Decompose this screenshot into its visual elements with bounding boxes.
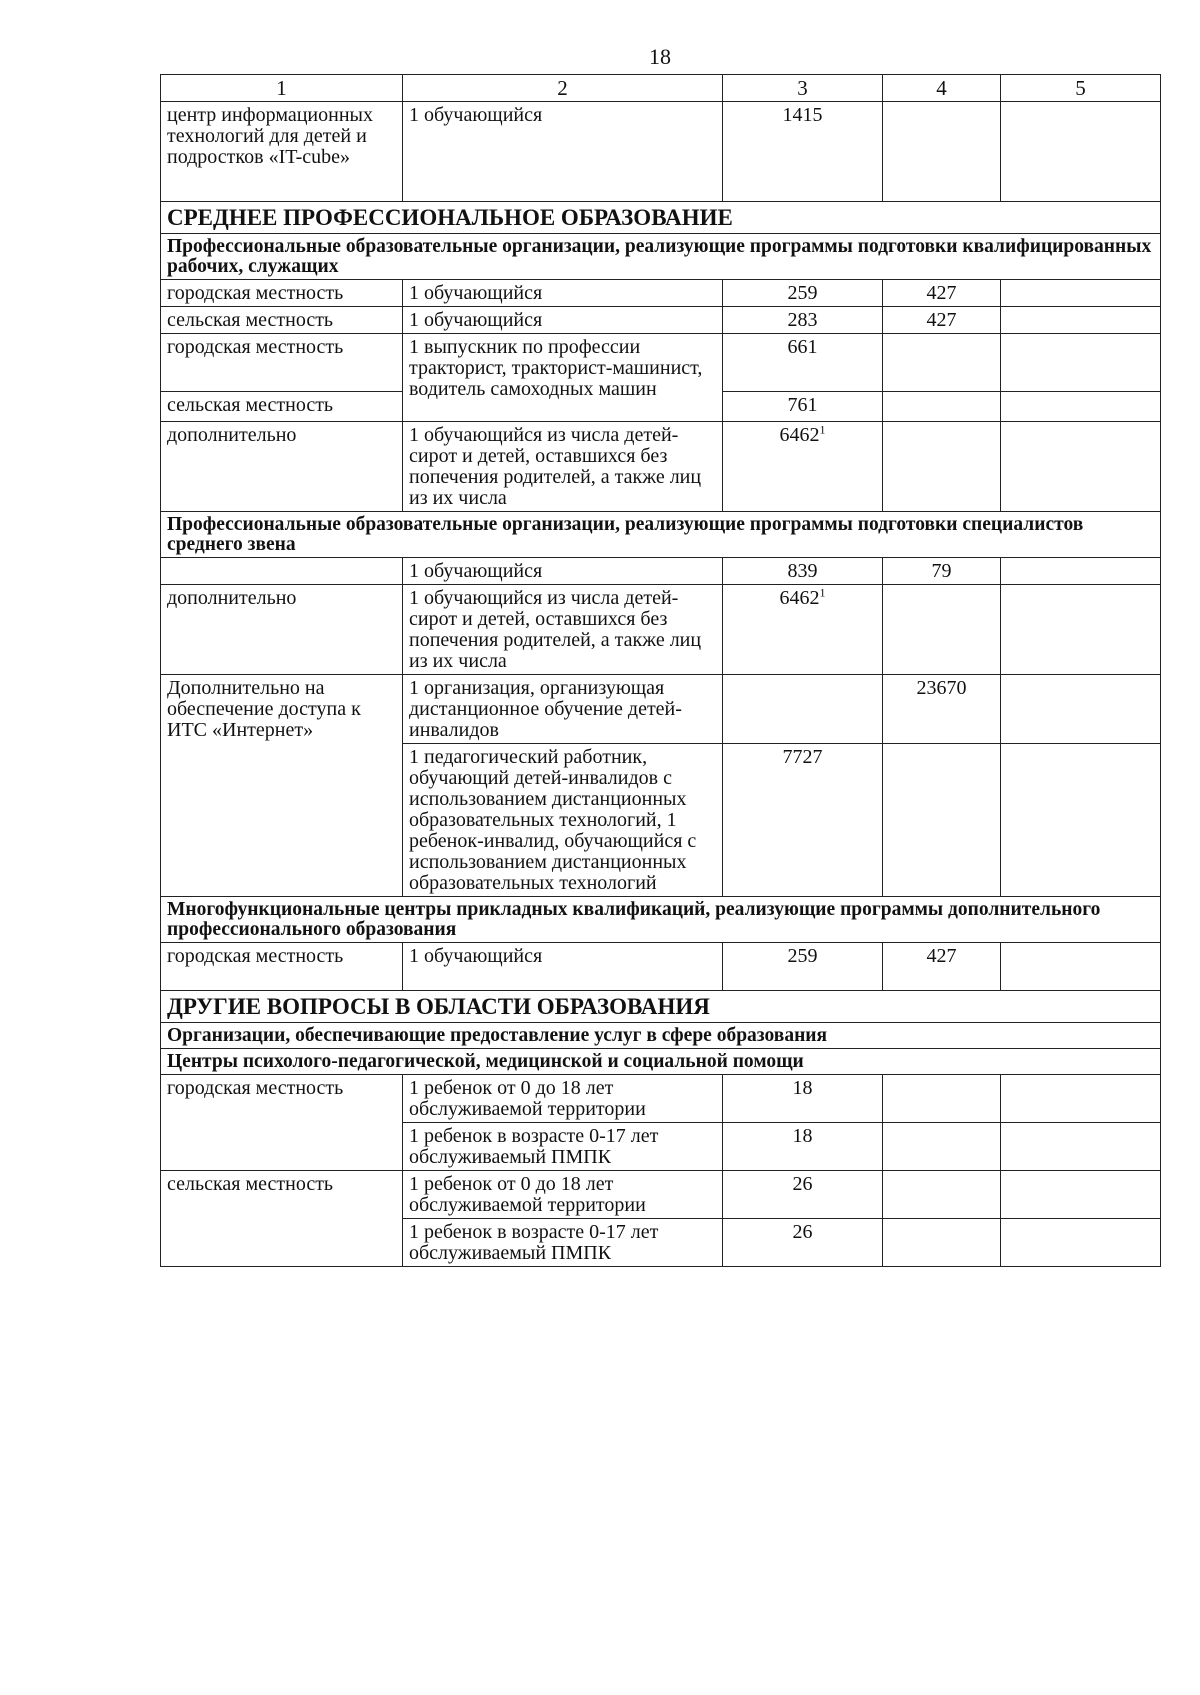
section-heading: ДРУГИЕ ВОПРОСЫ В ОБЛАСТИ ОБРАЗОВАНИЯ [161, 991, 1161, 1023]
empty-cell [1001, 943, 1161, 991]
unit-cell: 1 обучающийся [403, 307, 723, 334]
empty-cell [1001, 1219, 1161, 1267]
column-number-row [161, 75, 1161, 102]
value-cell: 18 [723, 1123, 883, 1171]
table-row [161, 307, 1161, 334]
unit-cell: 1 обучающийся [403, 280, 723, 307]
empty-cell [883, 1219, 1001, 1267]
page-number: 18 [649, 44, 671, 69]
empty-cell [883, 744, 1001, 897]
value-cell: 839 [723, 558, 883, 585]
section-row [161, 991, 1161, 1023]
empty-cell [1001, 280, 1161, 307]
value-text: 6462 [779, 587, 820, 609]
table-row [161, 675, 1161, 744]
row-label: сельская местность [161, 307, 403, 334]
value-cell: 761 [723, 392, 883, 422]
subsection-heading: Профессиональные образовательные организации, реализующие программы подготовки квалифицированных рабочих, служащих [161, 234, 1161, 280]
value-cell: 661 [723, 334, 883, 392]
subsection-heading: Профессиональные образовательные организации, реализующие программы подготовки специалистов среднего звена [161, 512, 1161, 558]
unit-cell: 1 обучающийся [403, 102, 723, 202]
subsection-row [161, 897, 1161, 943]
row-label: городская местность [161, 943, 403, 991]
empty-cell [1001, 1171, 1161, 1219]
row-label: городская местность [161, 1075, 403, 1171]
empty-cell [883, 334, 1001, 392]
empty-cell [161, 558, 403, 585]
value-cell: 427 [883, 280, 1001, 307]
footnote-mark: 1 [819, 422, 826, 437]
empty-cell [883, 422, 1001, 512]
empty-cell [1001, 558, 1161, 585]
value-cell: 26 [723, 1219, 883, 1267]
unit-cell: 1 ребенок от 0 до 18 лет обслуживаемой территории [403, 1171, 723, 1219]
value-cell [723, 585, 883, 675]
subsection-row [161, 1049, 1161, 1075]
table-row [161, 334, 1161, 392]
unit-cell: 1 обучающийся из числа детей-сирот и детей, оставшихся без попечения родителей, а также лиц из их числа [403, 585, 723, 675]
subsection-row [161, 1023, 1161, 1049]
value-cell: 259 [723, 280, 883, 307]
value-cell: 23670 [883, 675, 1001, 744]
table-row [161, 943, 1161, 991]
value-cell: 259 [723, 943, 883, 991]
empty-cell [883, 1171, 1001, 1219]
empty-cell [1001, 392, 1161, 422]
table-row [161, 558, 1161, 585]
row-label: Дополнительно на обеспечение доступа к ИТС «Интернет» [161, 675, 403, 897]
table-row [161, 280, 1161, 307]
unit-cell: 1 обучающийся [403, 558, 723, 585]
empty-cell [883, 102, 1001, 202]
value-cell: 26 [723, 1171, 883, 1219]
value-text: 6462 [779, 424, 820, 446]
table-row [161, 1171, 1161, 1219]
empty-cell [883, 392, 1001, 422]
empty-cell [1001, 585, 1161, 675]
normative-cost-table [160, 74, 1161, 1267]
empty-cell [1001, 102, 1161, 202]
section-heading: СРЕДНЕЕ ПРОФЕССИОНАЛЬНОЕ ОБРАЗОВАНИЕ [161, 202, 1161, 234]
column-number: 4 [883, 75, 1001, 102]
value-cell: 7727 [723, 744, 883, 897]
row-label: сельская местность [161, 1171, 403, 1267]
empty-cell [1001, 307, 1161, 334]
unit-cell: 1 организация, организующая дистанционное обучение детей-инвалидов [403, 675, 723, 744]
empty-cell [883, 1075, 1001, 1123]
unit-cell: 1 ребенок от 0 до 18 лет обслуживаемой территории [403, 1075, 723, 1123]
subsection-heading: Многофункциональные центры прикладных квалификаций, реализующие программы дополнительного профессионального образования [161, 897, 1161, 943]
empty-cell [1001, 422, 1161, 512]
row-label: городская местность [161, 334, 403, 392]
subsection-heading: Центры психолого-педагогической, медицинской и социальной помощи [161, 1049, 1161, 1075]
value-cell: 427 [883, 943, 1001, 991]
column-number: 2 [403, 75, 723, 102]
unit-cell: 1 обучающийся [403, 943, 723, 991]
footnote-mark: 1 [819, 585, 826, 600]
value-cell: 283 [723, 307, 883, 334]
empty-cell [1001, 744, 1161, 897]
column-number: 1 [161, 75, 403, 102]
value-cell: 79 [883, 558, 1001, 585]
value-cell: 1415 [723, 102, 883, 202]
section-row [161, 202, 1161, 234]
column-number: 3 [723, 75, 883, 102]
empty-cell [1001, 1123, 1161, 1171]
value-cell [723, 422, 883, 512]
empty-cell [883, 1123, 1001, 1171]
row-label: городская местность [161, 280, 403, 307]
unit-cell: 1 выпускник по профессии тракторист, тракторист-машинист, водитель самоходных машин [403, 334, 723, 422]
empty-cell [883, 585, 1001, 675]
unit-cell: 1 педагогический работник, обучающий детей-инвалидов с использованием дистанционных образовательных технологий, 1 ребенок-инвалид, обучающийся с использованием дистанционных образовательных технологий [403, 744, 723, 897]
empty-cell [1001, 334, 1161, 392]
table-row [161, 422, 1161, 512]
subsection-row [161, 512, 1161, 558]
unit-cell: 1 ребенок в возрасте 0-17 лет обслуживаемый ПМПК [403, 1123, 723, 1171]
row-label: дополнительно [161, 585, 403, 675]
unit-cell: 1 ребенок в возрасте 0-17 лет обслуживаемый ПМПК [403, 1219, 723, 1267]
empty-cell [723, 675, 883, 744]
empty-cell [1001, 675, 1161, 744]
table-row [161, 102, 1161, 202]
value-cell: 427 [883, 307, 1001, 334]
unit-cell: 1 обучающийся из числа детей-сирот и детей, оставшихся без попечения родителей, а также лиц из их числа [403, 422, 723, 512]
subsection-row [161, 234, 1161, 280]
row-label: дополнительно [161, 422, 403, 512]
value-cell: 18 [723, 1075, 883, 1123]
row-label: центр информационных технологий для детей и подростков «IT-cube» [161, 102, 403, 202]
table-row [161, 585, 1161, 675]
empty-cell [1001, 1075, 1161, 1123]
table-row [161, 1075, 1161, 1123]
row-label: сельская местность [161, 392, 403, 422]
subsection-heading: Организации, обеспечивающие предоставление услуг в сфере образования [161, 1023, 1161, 1049]
column-number: 5 [1001, 75, 1161, 102]
